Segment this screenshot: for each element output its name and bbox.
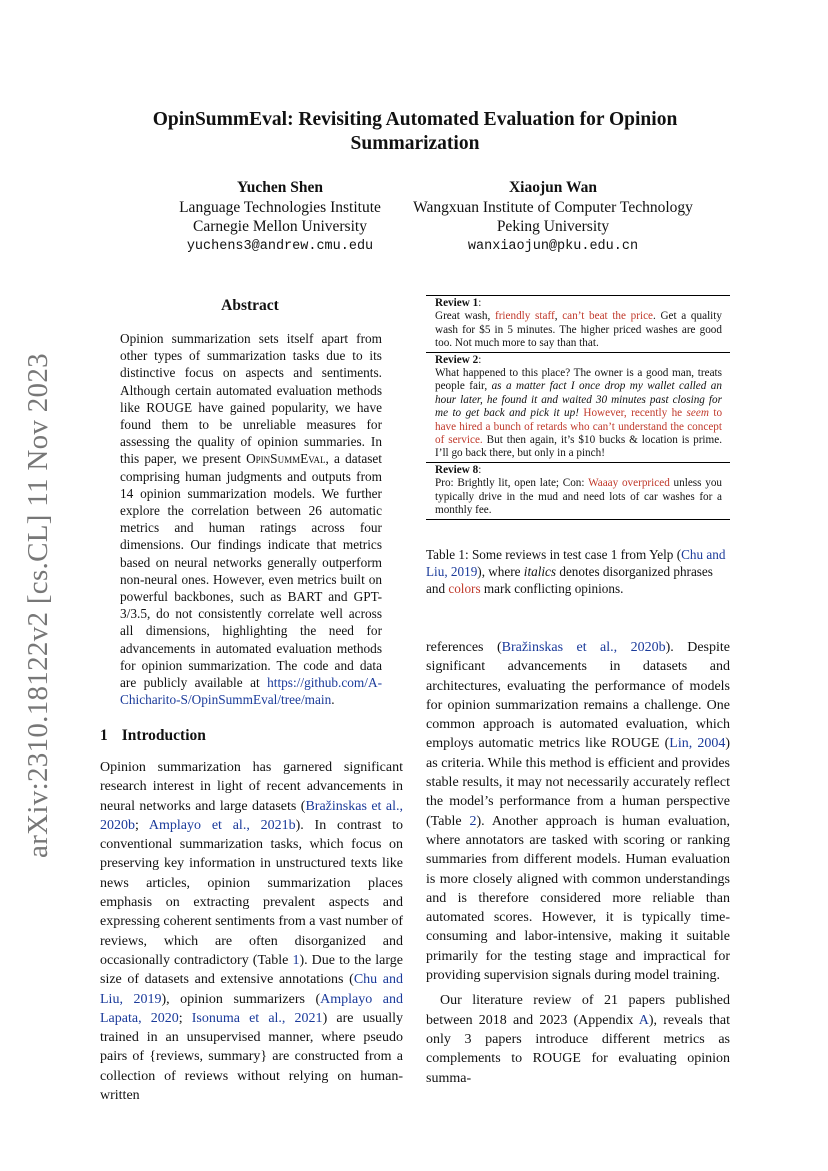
citation-link[interactable]: Lin, 2004 <box>669 736 726 752</box>
table-caption: Table 1: Some reviews in test case 1 from Yelp (Chu and Liu, 2019), where italics denotes disorganized phrases and colors mark conflicting opinions. <box>426 547 726 597</box>
intro-left-column <box>100 758 403 1105</box>
title-line-2: Summarization <box>350 133 480 154</box>
table-ref-link[interactable]: 1 <box>292 952 300 968</box>
appendix-ref-link[interactable]: A <box>638 1012 649 1028</box>
paragraph: references (Bražinskas et al., 2020b). Despite significant advancements in datasets and architectures, evaluating the performance of models for opinion summarization remains a challenge. One common approach is automated evaluation, which employs automatic metrics like ROUGE (Lin, 2004) as criteria. While this method is efficient and provides stable results, it may not necessarily accurately reflect the model’s performance from a human perspective (Table 2). Another approach is human evaluation, where annotators are tasked with scoring or ranking summaries from different models. Human evaluation is more closely aligned with common understandings and is therefore considered more reliable than automated scores. However, it is typically time-consuming and labor-intensive, making it suitable primarily for the testing stage and impractical for providing supervision signals during model training. <box>426 640 731 984</box>
citation-link[interactable]: Amplayo et al., 2021b <box>148 817 296 833</box>
intro-right-column <box>426 638 730 1088</box>
paragraph: Our literature review of 21 papers published between 2018 and 2023 (Appendix A), reveals that only 3 papers introduce different metrics as complements to ROUGE for evaluating opinion summa- <box>426 993 731 1086</box>
author-email: yuchens3@andrew.cmu.edu <box>186 238 374 254</box>
review-heading: Review 8 <box>435 463 479 476</box>
author-affiliation: Peking University <box>496 218 610 235</box>
author-1 <box>150 178 410 256</box>
review-heading: Review 1 <box>435 297 479 309</box>
citation-link[interactable]: Bražinskas et al., 2020b <box>100 798 403 833</box>
paper-title <box>120 108 710 156</box>
author-affiliation: Carnegie Mellon University <box>193 218 367 235</box>
author-name: Yuchen Shen <box>236 179 323 196</box>
abstract-heading: Abstract <box>221 297 279 314</box>
author-affiliation: Wangxuan Institute of Computer Technology <box>413 198 693 216</box>
paragraph: Opinion summarization has garnered significant research interest in light of recent advancements in neural networks and large datasets (Bražinskas et al., 2020b; Amplayo et al., 2021b). In contrast to conventional summarization tasks, which focus on preserving key information in unstructured texts like news articles, opinion summarization places emphasis on extracting prevalent aspects and expressing coherent sentiments from a vast number of reviews, which are often disorganized and occasionally contradictory (Table 1). Due to the large size of datasets and extensive annotations (Chu and Liu, 2019), opinion summarizers (Amplayo and Lapata, 2020; Isonuma et al., 2021) are usually trained in an unsupervised manner, where pseudo pairs of {reviews, summary} are constructed from a collection of reviews without relying on human-written <box>100 760 404 1104</box>
review-heading: Review 2 <box>435 353 479 366</box>
abstract-body: Opinion summarization sets itself apart from other types of summarization tasks due to its distinctive focus on aspects and sentiments. Although certain automated evaluation methods like ROUGE have gained popularity, we have found them to be unreliable measures for assessing the quality of opinion summaries. In this paper, we present OpinSummEval, a dataset comprising human judgments and outputs from 14 opinion summarization models. We further explore the correlation between 26 automatic metrics and human ratings across four dimensions. Our findings indicate that metrics based on neural networks generally outperform non-neural ones. However, even metrics built on powerful backbones, such as BART and GPT-3/3.5, do not consistently correlate well across all dimensions, highlighting the need for advancements in automated evaluation methods for opinion summarization. The code and data are publicly available at https://github.com/A-Chicharito-S/OpinSummEval/tree/main. <box>120 331 383 708</box>
arxiv-id: arXiv:2310.18122v2 [cs.CL] 11 Nov 2023 <box>21 352 54 858</box>
table-row: Review 1: Great wash, friendly staff, can’t beat the price. Get a quality wash for $5 in 5 minutes. The higher priced washes are good too. Not much more to say than that. <box>435 297 722 350</box>
dataset-name: OpinSummEval <box>246 451 326 467</box>
github-link[interactable]: https://github.com/A-Chicharito-S/OpinSummEval/tree/main <box>120 675 382 708</box>
table-ref-link[interactable]: 2 <box>469 813 477 829</box>
title-line-1: OpinSummEval: Revisiting Automated Evaluation for Opinion <box>152 109 678 130</box>
citation-link[interactable]: Bražinskas et al., 2020b <box>501 640 666 655</box>
table-row: Review 2: What happened to this place? The owner is a good man, treats people fair, as a matter fact I once drop my wallet called an hour later, he found it and waited 30 minutes past closing for me to get back and pick it up! However, recently he seem to have hired a bunch of retards who can’t understand the concept of service. But then again, it’s $10 bucks & location is prime. I’ll go back there, but only in a pinch! <box>435 353 723 460</box>
author-email: wanxiaojun@pku.edu.cn <box>467 238 639 254</box>
citation-link[interactable]: Amplayo and Lapata, 2020 <box>100 991 403 1026</box>
author-2 <box>398 178 708 256</box>
arxiv-sidebar <box>18 352 58 858</box>
reviews-table <box>426 295 730 520</box>
author-name: Xiaojun Wan <box>508 179 597 196</box>
citation-link[interactable]: Chu and Liu, 2019 <box>100 972 403 1007</box>
table-row: Review 8: Pro: Brightly lit, open late; Con: Waaay overpriced unless you typically drive in the mud and need lots of car washes for a monthly fee. <box>435 463 723 517</box>
section-heading: 1 Introduction <box>100 727 206 744</box>
author-affiliation: Language Technologies Institute <box>179 198 381 216</box>
citation-link[interactable]: Isonuma et al., 2021 <box>191 1010 323 1026</box>
citation-link[interactable]: Chu and Liu, 2019 <box>426 547 726 580</box>
